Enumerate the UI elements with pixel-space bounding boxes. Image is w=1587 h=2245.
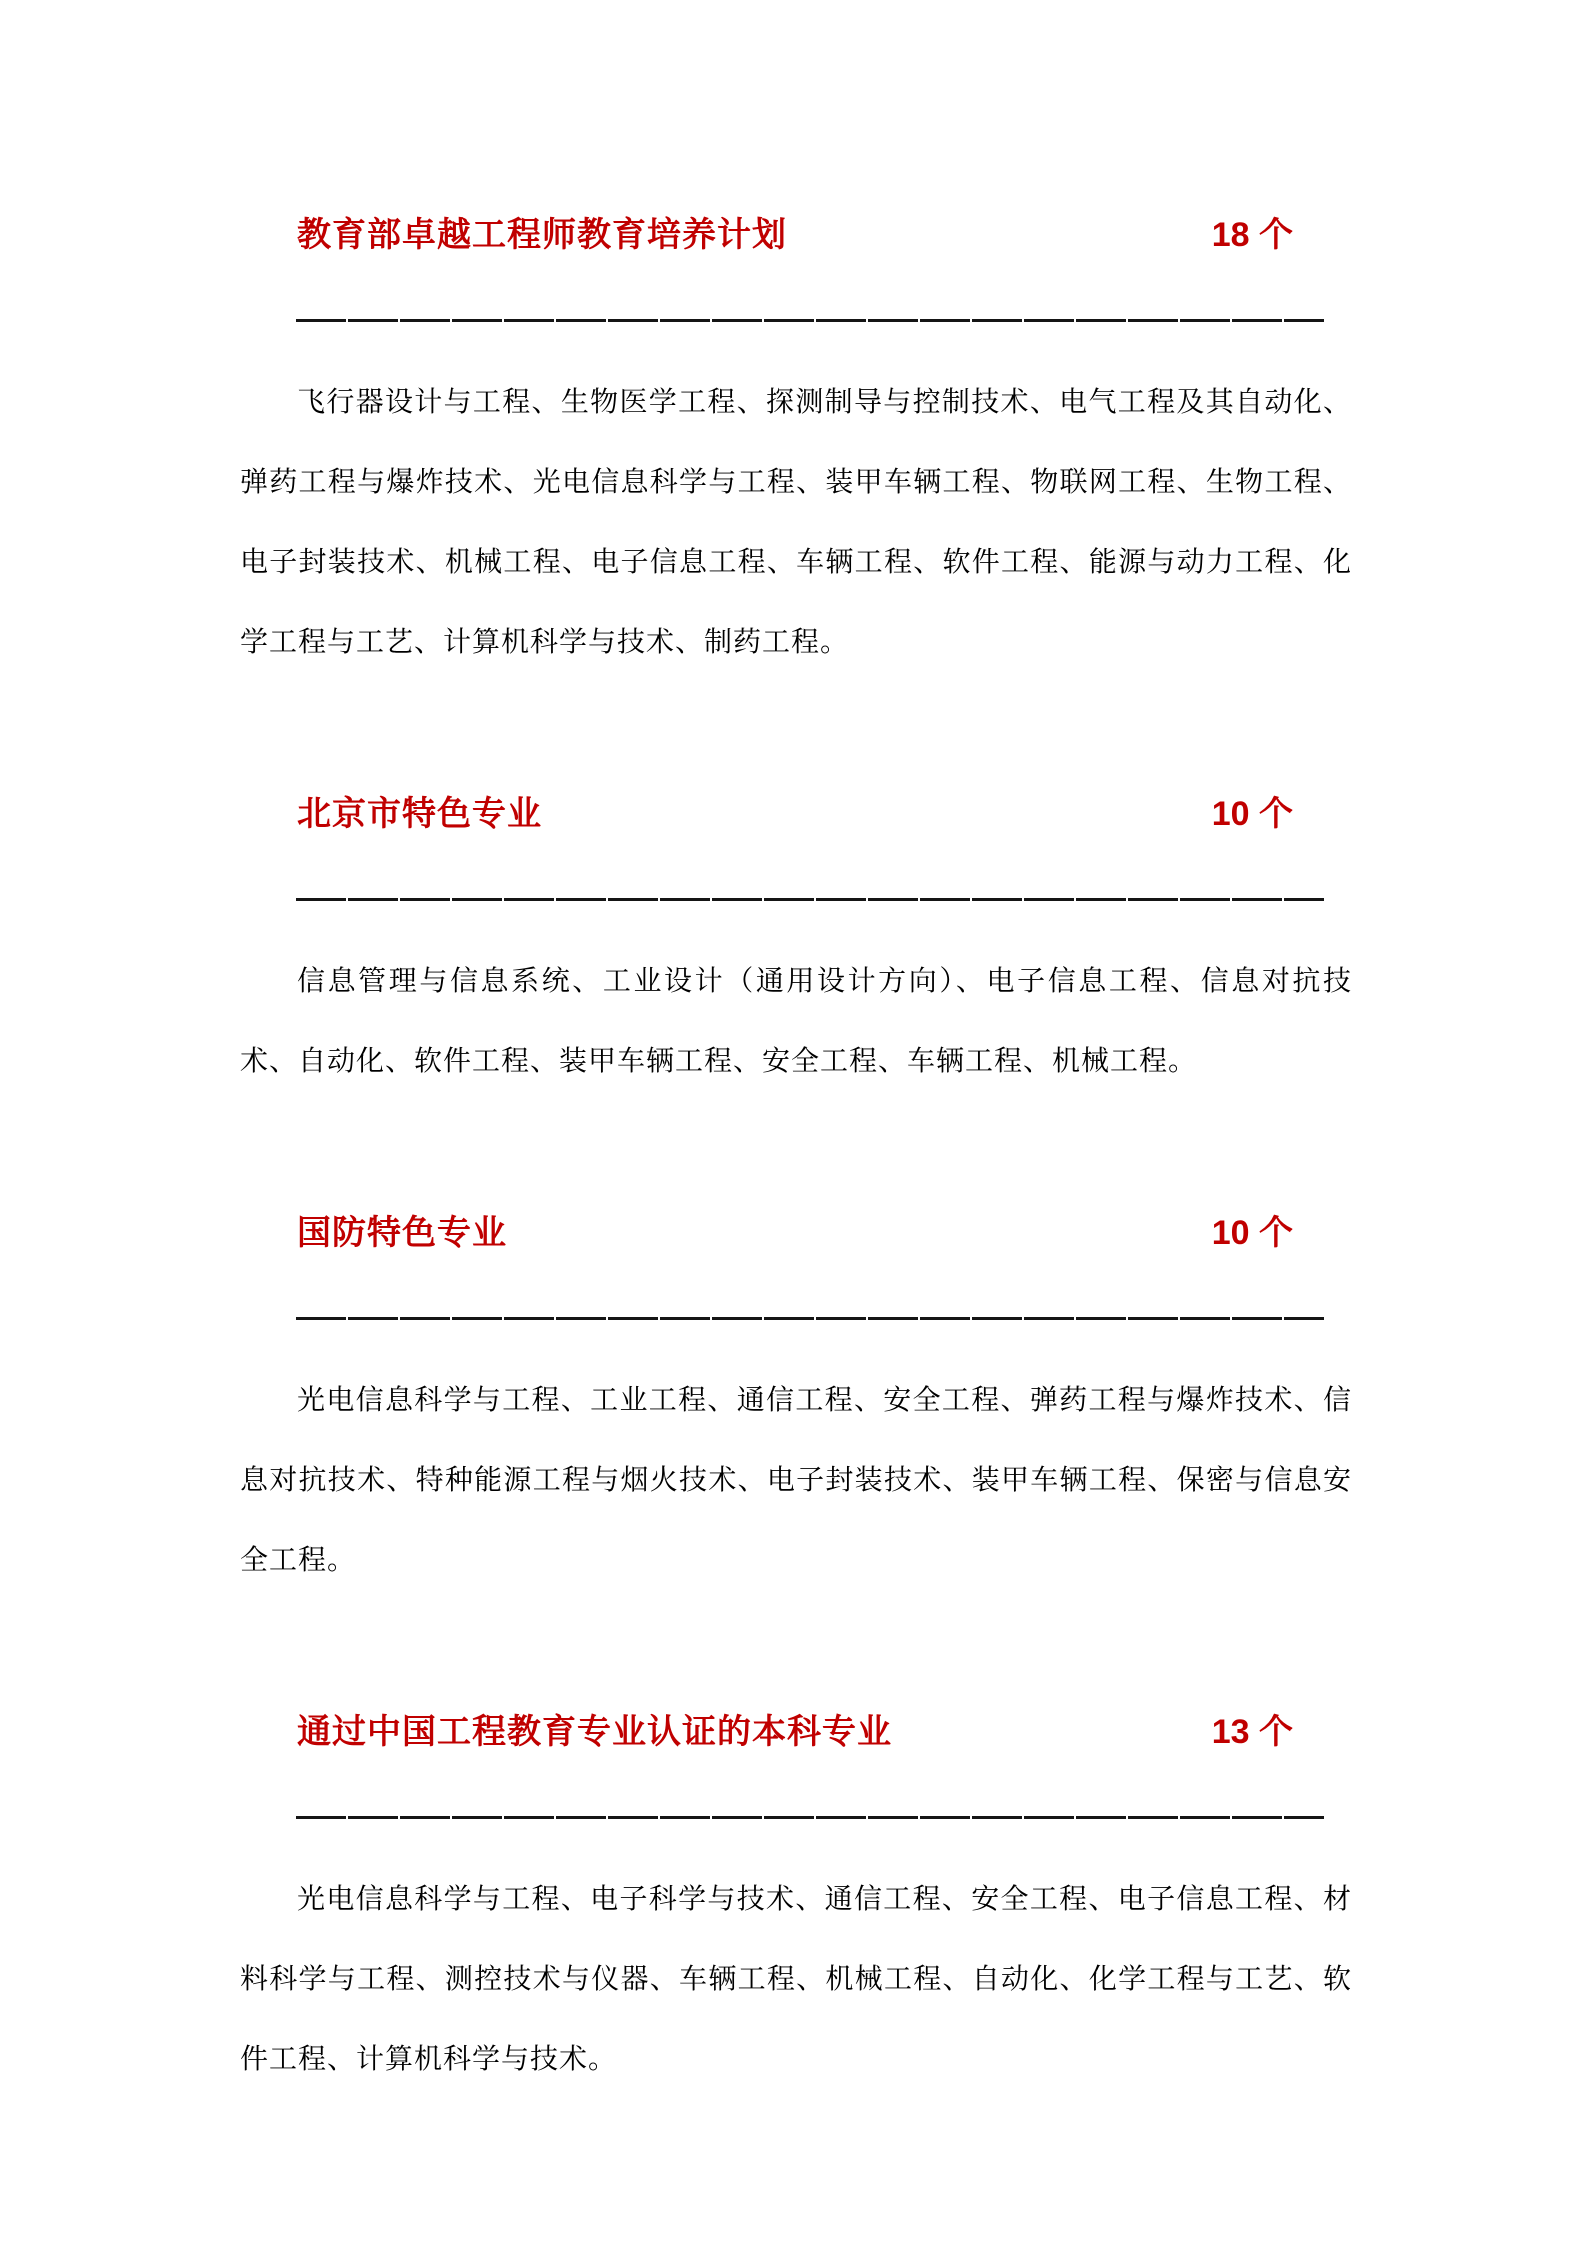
section-accredited-undergraduate-majors <box>240 1710 1352 2099</box>
section-body-text: 光电信息科学与工程、工业工程、通信工程、安全工程、弹药工程与爆炸技术、信息对抗技术、特种能源工程与烟火技术、电子封装技术、装甲车辆工程、保密与信息安全工程。 <box>240 1384 1352 1575</box>
section-title: 国防特色专业 <box>297 1214 507 1252</box>
section-body-text: 信息管理与信息系统、工业设计（通用设计方向）、电子信息工程、信息对抗技术、自动化、软件工程、装甲车辆工程、安全工程、车辆工程、机械工程。 <box>240 965 1352 1076</box>
section-count-badge: 18 个 <box>1211 216 1293 254</box>
separator-line <box>296 898 1324 901</box>
section-count-badge: 10 个 <box>1211 795 1293 833</box>
section-body-text: 飞行器设计与工程、生物医学工程、探测制导与控制技术、电气工程及其自动化、弹药工程与爆炸技术、光电信息科学与工程、装甲车辆工程、物联网工程、生物工程、电子封装技术、机械工程、电子信息工程、车辆工程、软件工程、能源与动力工程、化学工程与工艺、计算机科学与技术、制药工程。 <box>240 386 1352 657</box>
section-header <box>240 213 1352 257</box>
section-header <box>240 1710 1352 1754</box>
separator-line <box>296 1816 1324 1819</box>
section-body-text: 光电信息科学与工程、电子科学与技术、通信工程、安全工程、电子信息工程、材料科学与工程、测控技术与仪器、车辆工程、机械工程、自动化、化学工程与工艺、软件工程、计算机科学与技术。 <box>240 1883 1352 2074</box>
section-header <box>240 1211 1352 1255</box>
section-count-badge: 13 个 <box>1211 1713 1293 1751</box>
section-title: 通过中国工程教育专业认证的本科专业 <box>297 1713 892 1751</box>
section-excellent-engineer-plan <box>240 213 1352 682</box>
section-title: 北京市特色专业 <box>297 795 542 833</box>
separator-line <box>296 319 1324 322</box>
section-title: 教育部卓越工程师教育培养计划 <box>297 216 787 254</box>
section-header <box>240 792 1352 836</box>
section-count-badge: 10 个 <box>1211 1214 1293 1252</box>
section-beijing-featured-majors <box>240 792 1352 1101</box>
section-national-defense-majors <box>240 1211 1352 1600</box>
separator-line <box>296 1317 1324 1320</box>
